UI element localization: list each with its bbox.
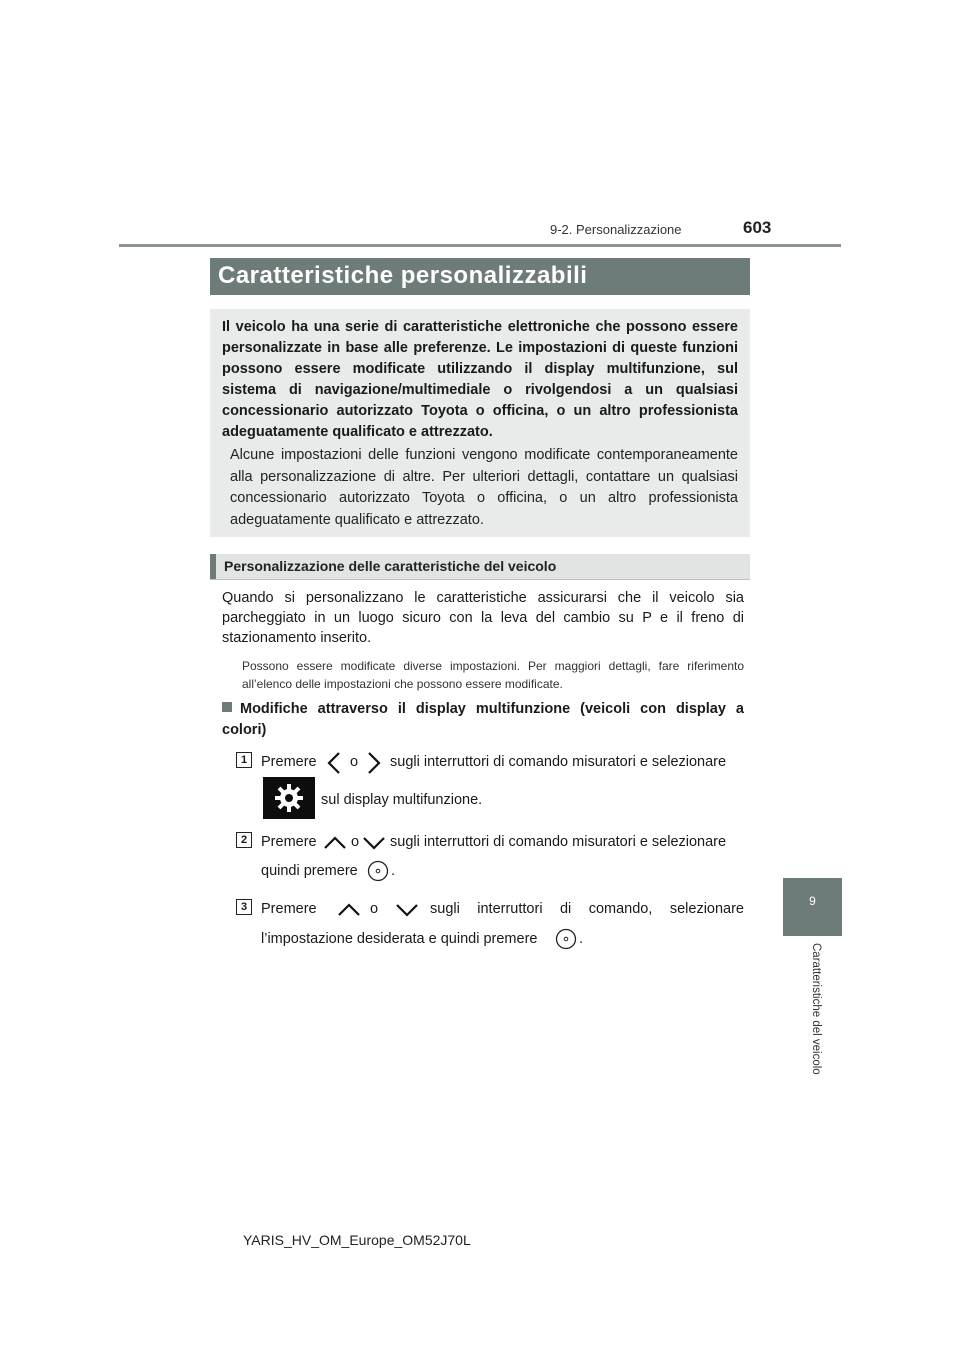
settings-display-icon [263,777,315,819]
bullet-heading-text: Modifiche attraverso il display multifunzione (veicoli con display a colori) [222,701,744,738]
section-title-bar [210,258,750,295]
chapter-number: 9 [809,894,816,908]
step-number-2: 2 [236,832,252,848]
section-reference: 9-2. Personalizzazione [550,222,682,237]
intro-note-text: Alcune impostazioni delle funzioni vengono modificate contemporaneamente alla personalizzazione di altre. Per ulteriori dettagli, contattare un qualsiasi concessionario autorizzato Toyota o officina, o un altro professionista adeguatamente qualificato e attrezzato. [230,447,738,528]
step-2-text: sugli interruttori di comando misuratori e selezionare [390,834,727,850]
small-note: Possono essere modificate diverse impostazioni. Per maggiori dettagli, fare riferimento all’elenco delle impostazioni che possono essere modificate. [242,659,744,691]
ok-button-icon [555,928,577,950]
step-2-period: . [391,863,396,879]
chevron-down-icon [395,902,419,918]
step-number-1: 1 [236,752,252,768]
chapter-tab [783,878,842,936]
chevron-up-icon [337,902,361,918]
step-2-word-premere: Premere [261,834,317,850]
step-2-line-2: quindi premere [261,863,358,879]
step-2-word-o: o [351,834,360,850]
subsection-header [210,554,750,580]
intro-bold-text: Il veicolo ha una serie di caratteristiche elettroniche che possono essere personalizzate in base alle preferenze. Le impostazioni di queste funzioni possono essere modificate utilizzando il display multifunzione, sul sistema di navigazione/multimediale o rivolgendosi a un qualsiasi concessionario autorizzato Toyota o officina, o un altro professionista adeguatamente qualificato e attrezzato. [222,319,738,440]
body-paragraph: Quando si personalizzano le caratteristiche assicurarsi che il veicolo sia parcheggiato in un luogo sicuro con la leva del cambio su P e il freno di stazionamento inserito. [222,590,744,646]
bullet-square-icon [222,702,232,712]
chapter-label [809,944,823,1094]
step-1-text: sugli interruttori di comando misuratori e selezionare [390,754,727,770]
step-3-word-o: o [370,901,379,917]
subsection-title: Personalizzazione delle caratteristiche del veicolo [224,558,557,574]
step-1-word-premere: Premere [261,754,317,770]
settings-gear-icon [263,777,315,819]
step-3-period: . [579,931,584,947]
page-number: 603 [743,218,772,237]
chevron-right-icon [366,751,382,775]
chevron-left-icon [326,751,342,775]
step-number-3: 3 [236,899,252,915]
footer-document-code: YARIS_HV_OM_Europe_OM52J70L [243,1232,471,1248]
step-3-line-2: l’impostazione desiderata e quindi premere [261,931,538,947]
step-3-text: sugli interruttori di comando, selezionare [430,901,744,917]
step-1-word-o: o [350,754,359,770]
step-1-line-2: sul display multifunzione. [321,792,483,808]
header-divider [119,244,841,247]
chevron-up-icon [323,835,347,851]
chevron-down-icon [362,835,386,851]
chapter-label-text: Caratteristiche del veicolo [810,943,822,1075]
intro-box [210,309,750,537]
subsection-accent [210,554,216,579]
ok-button-icon [367,860,389,882]
step-3-word-premere: Premere [261,901,317,917]
bullet-heading [222,699,744,741]
section-title: Caratteristiche personalizzabili [218,262,588,289]
